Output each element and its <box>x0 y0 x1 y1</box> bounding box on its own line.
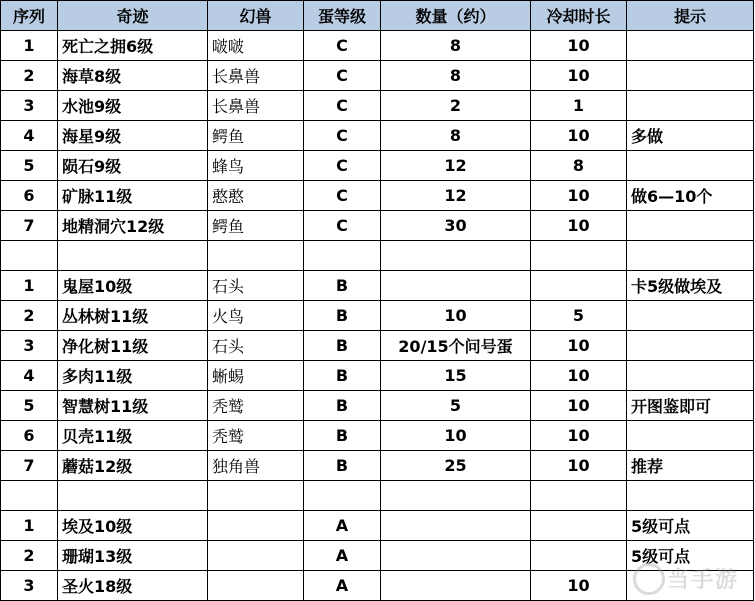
cell-wonder: 水池9级 <box>58 91 208 121</box>
group-separator-row <box>1 481 754 511</box>
cell-beast <box>208 511 304 541</box>
cell-cooldown: 10 <box>531 391 627 421</box>
cell-beast: 蜥蜴 <box>208 361 304 391</box>
cell-quantity: 2 <box>381 91 531 121</box>
header-quantity: 数量（约） <box>381 1 531 31</box>
cell-tip: 卡5级做埃及 <box>627 271 754 301</box>
cell-beast: 石头 <box>208 271 304 301</box>
table-row <box>1 541 754 571</box>
cell-cooldown: 10 <box>531 181 627 211</box>
header-wonder: 奇迹 <box>58 1 208 31</box>
table-row <box>1 391 754 421</box>
group-separator-row <box>1 241 754 271</box>
cell-egg-grade: C <box>304 121 381 151</box>
cell-beast: 火鸟 <box>208 301 304 331</box>
table-row <box>1 31 754 61</box>
cell-quantity: 12 <box>381 181 531 211</box>
table-row <box>1 511 754 541</box>
cell-index: 4 <box>1 121 58 151</box>
table-row <box>1 361 754 391</box>
cell-quantity <box>381 541 531 571</box>
table-row <box>1 211 754 241</box>
cell-beast: 长鼻兽 <box>208 61 304 91</box>
cell-beast: 蜂鸟 <box>208 151 304 181</box>
empty-cell <box>58 241 208 271</box>
cell-wonder: 净化树11级 <box>58 331 208 361</box>
cell-quantity: 10 <box>381 421 531 451</box>
empty-cell <box>381 481 531 511</box>
cell-egg-grade: B <box>304 421 381 451</box>
cell-egg-grade: A <box>304 571 381 601</box>
cell-quantity: 25 <box>381 451 531 481</box>
cell-tip <box>627 91 754 121</box>
cell-egg-grade: C <box>304 31 381 61</box>
cell-quantity: 12 <box>381 151 531 181</box>
cell-tip: 推荐 <box>627 451 754 481</box>
cell-tip: 做6—10个 <box>627 181 754 211</box>
cell-cooldown: 10 <box>531 211 627 241</box>
cell-quantity: 8 <box>381 61 531 91</box>
cell-index: 3 <box>1 571 58 601</box>
watermark-text: 当手游 <box>667 568 740 593</box>
cell-tip <box>627 61 754 91</box>
cell-egg-grade: C <box>304 151 381 181</box>
cell-index: 2 <box>1 541 58 571</box>
cell-egg-grade: A <box>304 541 381 571</box>
cell-egg-grade: C <box>304 211 381 241</box>
cell-wonder: 海草8级 <box>58 61 208 91</box>
cell-wonder: 矿脉11级 <box>58 181 208 211</box>
empty-cell <box>531 481 627 511</box>
cell-wonder: 陨石9级 <box>58 151 208 181</box>
empty-cell <box>627 481 754 511</box>
cell-index: 3 <box>1 331 58 361</box>
table-row <box>1 301 754 331</box>
cell-cooldown: 5 <box>531 301 627 331</box>
cell-wonder: 多肉11级 <box>58 361 208 391</box>
cell-quantity: 20/15个问号蛋 <box>381 331 531 361</box>
cell-tip: 多做 <box>627 121 754 151</box>
cell-beast: 啵啵 <box>208 31 304 61</box>
cell-wonder: 珊瑚13级 <box>58 541 208 571</box>
cell-quantity: 8 <box>381 31 531 61</box>
cell-index: 7 <box>1 451 58 481</box>
table-row <box>1 151 754 181</box>
header-index: 序列 <box>1 1 58 31</box>
cell-quantity <box>381 511 531 541</box>
cell-quantity: 10 <box>381 301 531 331</box>
cell-cooldown: 10 <box>531 421 627 451</box>
cell-beast: 秃鹫 <box>208 421 304 451</box>
header-cooldown: 冷却时长 <box>531 1 627 31</box>
cell-index: 1 <box>1 271 58 301</box>
cell-beast: 鳄鱼 <box>208 211 304 241</box>
cell-quantity <box>381 271 531 301</box>
empty-cell <box>531 241 627 271</box>
cell-index: 6 <box>1 181 58 211</box>
cell-cooldown: 10 <box>531 31 627 61</box>
cell-cooldown: 10 <box>531 451 627 481</box>
cell-beast: 鳄鱼 <box>208 121 304 151</box>
cell-index: 6 <box>1 421 58 451</box>
cell-wonder: 丛林树11级 <box>58 301 208 331</box>
cell-tip: 开图鉴即可 <box>627 391 754 421</box>
cell-quantity <box>381 571 531 601</box>
cell-quantity: 8 <box>381 121 531 151</box>
empty-cell <box>381 241 531 271</box>
empty-cell <box>1 241 58 271</box>
cell-egg-grade: C <box>304 181 381 211</box>
cell-wonder: 死亡之拥6级 <box>58 31 208 61</box>
cell-tip <box>627 331 754 361</box>
table-row <box>1 571 754 601</box>
cell-beast <box>208 571 304 601</box>
cell-wonder: 海星9级 <box>58 121 208 151</box>
cell-index: 1 <box>1 511 58 541</box>
empty-cell <box>627 241 754 271</box>
cell-tip <box>627 151 754 181</box>
empty-cell <box>304 241 381 271</box>
empty-cell <box>304 481 381 511</box>
header-tip: 提示 <box>627 1 754 31</box>
cell-index: 4 <box>1 361 58 391</box>
table-row <box>1 91 754 121</box>
cell-beast: 独角兽 <box>208 451 304 481</box>
cell-egg-grade: B <box>304 451 381 481</box>
cell-quantity: 15 <box>381 361 531 391</box>
cell-index: 7 <box>1 211 58 241</box>
cell-beast: 憨憨 <box>208 181 304 211</box>
cell-quantity: 30 <box>381 211 531 241</box>
cell-cooldown: 10 <box>531 61 627 91</box>
cell-beast: 秃鹫 <box>208 391 304 421</box>
cell-wonder: 埃及10级 <box>58 511 208 541</box>
cell-tip <box>627 301 754 331</box>
cell-index: 3 <box>1 91 58 121</box>
cell-cooldown: 8 <box>531 151 627 181</box>
table-row <box>1 61 754 91</box>
cell-wonder: 地精洞穴12级 <box>58 211 208 241</box>
table-row <box>1 451 754 481</box>
empty-cell <box>208 241 304 271</box>
cell-cooldown <box>531 511 627 541</box>
cell-egg-grade: C <box>304 61 381 91</box>
cell-index: 2 <box>1 301 58 331</box>
cell-egg-grade: A <box>304 511 381 541</box>
cell-wonder: 蘑菇12级 <box>58 451 208 481</box>
cell-cooldown: 10 <box>531 331 627 361</box>
header-egg-grade: 蛋等级 <box>304 1 381 31</box>
cell-wonder: 圣火18级 <box>58 571 208 601</box>
cell-quantity: 5 <box>381 391 531 421</box>
table-body <box>1 31 754 601</box>
cell-tip <box>627 361 754 391</box>
cell-cooldown <box>531 271 627 301</box>
cell-tip <box>627 211 754 241</box>
cell-egg-grade: B <box>304 391 381 421</box>
cell-beast <box>208 541 304 571</box>
cell-wonder: 贝壳11级 <box>58 421 208 451</box>
cell-egg-grade: B <box>304 301 381 331</box>
cell-wonder: 鬼屋10级 <box>58 271 208 301</box>
cell-tip <box>627 571 754 601</box>
cell-cooldown: 10 <box>531 121 627 151</box>
empty-cell <box>1 481 58 511</box>
cell-wonder: 智慧树11级 <box>58 391 208 421</box>
header-row <box>1 1 754 31</box>
cell-egg-grade: C <box>304 91 381 121</box>
cell-index: 2 <box>1 61 58 91</box>
cell-cooldown: 10 <box>531 571 627 601</box>
empty-cell <box>208 481 304 511</box>
table-row <box>1 421 754 451</box>
cell-index: 5 <box>1 391 58 421</box>
cell-index: 5 <box>1 151 58 181</box>
cell-cooldown: 1 <box>531 91 627 121</box>
empty-cell <box>58 481 208 511</box>
cell-cooldown: 10 <box>531 361 627 391</box>
table-row <box>1 271 754 301</box>
cell-tip: 5级可点 <box>627 541 754 571</box>
cell-index: 1 <box>1 31 58 61</box>
header-beast: 幻兽 <box>208 1 304 31</box>
table-row <box>1 181 754 211</box>
table-row <box>1 121 754 151</box>
cell-egg-grade: B <box>304 331 381 361</box>
cell-tip <box>627 421 754 451</box>
cell-tip: 5级可点 <box>627 511 754 541</box>
cell-cooldown <box>531 541 627 571</box>
cell-tip <box>627 31 754 61</box>
cell-egg-grade: B <box>304 361 381 391</box>
table-row <box>1 331 754 361</box>
cell-beast: 石头 <box>208 331 304 361</box>
cell-beast: 长鼻兽 <box>208 91 304 121</box>
cell-egg-grade: B <box>304 271 381 301</box>
